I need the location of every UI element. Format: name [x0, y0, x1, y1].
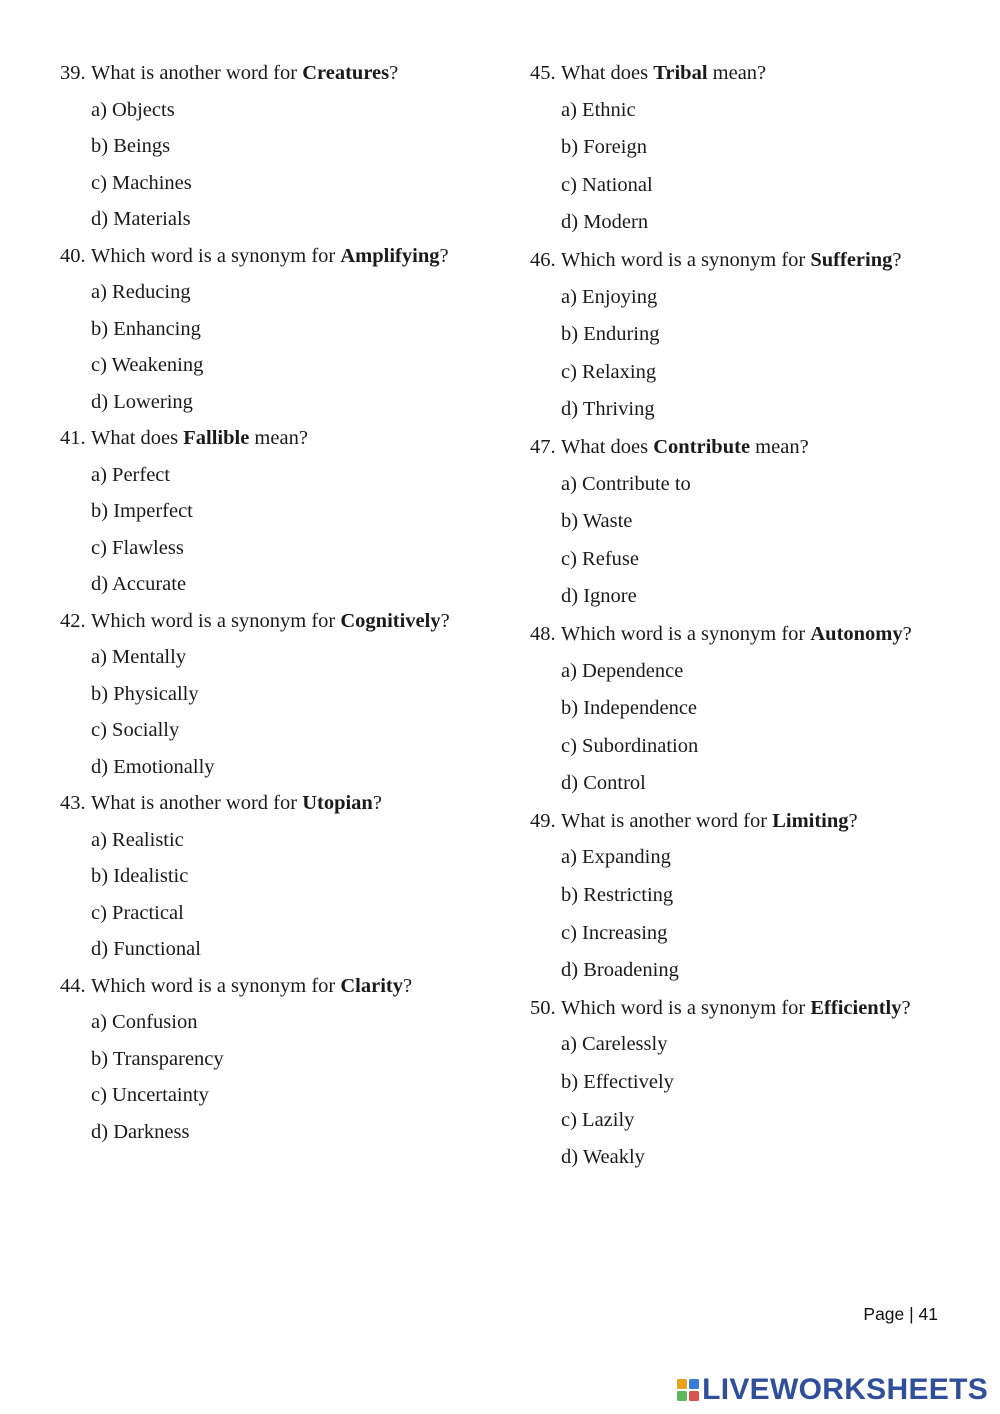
question-47: [530, 429, 970, 466]
answer-option: b) Imperfect: [91, 500, 193, 522]
answer-option: b) Enhancing: [91, 317, 201, 340]
question-number: 40.: [60, 244, 86, 267]
left-column: [60, 55, 500, 1150]
question-text-end: ?: [902, 622, 912, 645]
answer-option: b) Transparency: [91, 1047, 224, 1070]
question-text-end: ?: [439, 244, 449, 267]
question-keyword: Tribal: [653, 62, 708, 84]
question-number: 39.: [60, 62, 86, 84]
liveworksheets-logo-icon: [677, 1377, 699, 1403]
answer-option: c) Increasing: [561, 921, 668, 944]
question-text-end: ?: [892, 248, 902, 271]
answer-option: d) Functional: [91, 938, 201, 960]
question-text-end: ?: [440, 609, 450, 632]
question-keyword: Cognitively: [340, 609, 441, 632]
answer-option: d) Emotionally: [91, 755, 215, 778]
answer-option: b) Physically: [91, 682, 199, 705]
answer-option: a) Dependence: [561, 659, 684, 682]
question-49: [530, 803, 970, 840]
answer-option: a) Enjoying: [561, 285, 658, 308]
question-text-end: ?: [403, 974, 413, 997]
answer-option: a) Objects: [91, 98, 175, 121]
question-text: Which word is a synonym for: [91, 609, 341, 632]
question-43: [60, 785, 500, 822]
answer-option: c) Flawless: [91, 536, 184, 559]
answer-option: c) Refuse: [561, 547, 639, 570]
page-number: Page | 41: [863, 1304, 938, 1324]
question-text: Which word is a synonym for: [561, 248, 811, 271]
answer-option: d) Modern: [561, 211, 649, 234]
question-text: Which word is a synonym for: [91, 244, 341, 267]
answer-option: c) National: [561, 173, 653, 196]
answer-option: a) Ethnic: [561, 98, 636, 121]
question-48: [530, 616, 970, 653]
question-number: 46.: [530, 248, 556, 271]
answer-option: b) Foreign: [561, 136, 647, 159]
answer-option: b) Enduring: [561, 323, 660, 346]
question-50: [530, 990, 970, 1027]
answer-option: d) Lowering: [91, 390, 193, 413]
question-text: What is another word for: [91, 792, 303, 814]
answer-option: a) Mentally: [91, 646, 187, 668]
question-number: 47.: [530, 435, 556, 458]
question-keyword: Efficiently: [810, 996, 902, 1019]
answer-option: c) Lazily: [561, 1108, 635, 1131]
question-41: [60, 420, 500, 457]
question-keyword: Contribute: [653, 435, 751, 458]
question-text: Which word is a synonym for: [561, 996, 811, 1019]
question-text-end: ?: [901, 996, 911, 1019]
question-text-end: ?: [389, 62, 399, 84]
question-number: 44.: [60, 974, 86, 997]
answer-option: c) Weakening: [91, 354, 204, 376]
answer-option: d) Accurate: [91, 573, 187, 595]
question-text: Which word is a synonym for: [91, 974, 341, 997]
brand-name: LIVEWORKSHEETS: [702, 1373, 988, 1406]
answer-option: d) Materials: [91, 208, 191, 230]
question-number: 48.: [530, 622, 556, 645]
answer-option: a) Contribute to: [561, 472, 691, 495]
answer-option: a) Carelessly: [561, 1033, 668, 1056]
right-column: [530, 55, 970, 1177]
question-keyword: Utopian: [302, 792, 373, 814]
answer-option: d) Ignore: [561, 585, 637, 608]
question-keyword: Amplifying: [340, 244, 440, 267]
answer-option: a) Confusion: [91, 1011, 198, 1033]
question-text-end: ?: [848, 809, 858, 832]
answer-option: b) Beings: [91, 135, 171, 157]
answer-option: d) Weakly: [561, 1146, 645, 1169]
question-text: What does: [561, 62, 654, 84]
question-46: [530, 242, 970, 279]
answer-option: b) Independence: [561, 697, 698, 720]
question-text-end: ?: [372, 792, 382, 814]
question-text: What is another word for: [561, 809, 773, 832]
question-keyword: Fallible: [183, 427, 250, 449]
question-text: What does: [91, 427, 184, 449]
question-44: [60, 968, 500, 1005]
liveworksheets-logo: [677, 1372, 988, 1408]
question-keyword: Autonomy: [810, 622, 903, 645]
question-keyword: Clarity: [340, 974, 403, 997]
question-keyword: Creatures: [302, 62, 390, 84]
answer-option: a) Perfect: [91, 463, 171, 486]
question-39: [60, 55, 500, 92]
answer-option: b) Idealistic: [91, 865, 189, 887]
answer-option: c) Subordination: [561, 734, 699, 757]
question-number: 41.: [60, 427, 86, 449]
answer-option: d) Darkness: [91, 1120, 190, 1143]
answer-option: c) Relaxing: [561, 360, 657, 383]
question-42: [60, 603, 500, 640]
question-number: 50.: [530, 996, 556, 1019]
answer-option: c) Practical: [91, 901, 184, 924]
question-number: 42.: [60, 609, 86, 632]
answer-option: c) Machines: [91, 171, 192, 194]
question-45: [530, 55, 970, 92]
question-keyword: Suffering: [810, 248, 893, 271]
question-text-end: mean?: [249, 427, 308, 449]
answer-option: b) Waste: [561, 510, 633, 533]
question-keyword: Limiting: [772, 809, 849, 832]
answer-option: a) Reducing: [91, 281, 191, 303]
answer-option: a) Expanding: [561, 846, 671, 869]
answer-option: d) Broadening: [561, 959, 679, 982]
question-40: [60, 238, 500, 275]
question-text: Which word is a synonym for: [561, 622, 811, 645]
answer-option: c) Socially: [91, 719, 180, 741]
question-text: What does: [561, 435, 654, 458]
question-text-end: mean?: [707, 62, 767, 84]
answer-option: a) Realistic: [91, 828, 184, 851]
answer-option: b) Restricting: [561, 884, 674, 907]
question-text-end: mean?: [750, 435, 809, 458]
answer-option: d) Control: [561, 772, 646, 795]
question-number: 45.: [530, 62, 556, 84]
question-text: What is another word for: [91, 62, 303, 84]
question-number: 49.: [530, 809, 556, 832]
answer-option: b) Effectively: [561, 1071, 674, 1094]
answer-option: c) Uncertainty: [91, 1084, 209, 1106]
question-number: 43.: [60, 792, 86, 814]
answer-option: d) Thriving: [561, 398, 655, 421]
